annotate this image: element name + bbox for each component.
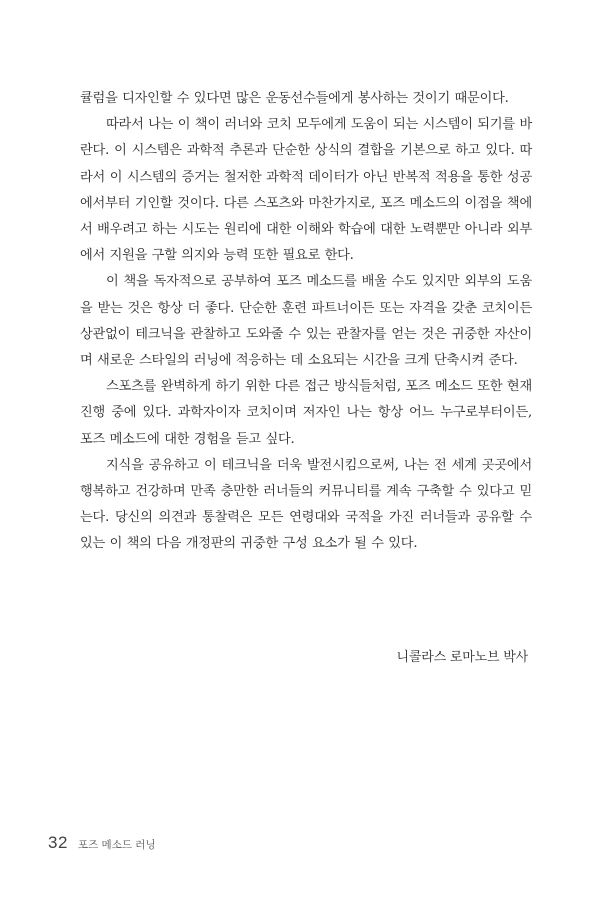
paragraph-4: 스포츠를 완벽하게 하기 위한 다른 접근 방식들처럼, 포즈 메소드 또한 현재 진행 중에 있다. 과학자이자 코치이며 저자인 나는 항상 어느 누구로부터이든, 포즈 메소드에 대한 경험을 듣고 싶다. bbox=[80, 379, 532, 447]
author-signature: 니콜라스 로마노브 박사 bbox=[396, 650, 528, 665]
page-number: 32 bbox=[48, 833, 68, 852]
paragraph-3: 이 책을 독자적으로 공부하여 포즈 메소드를 배울 수도 있지만 외부의 도움을 받는 것은 항상 더 좋다. 단순한 훈련 파트너이든 또는 자격을 갖춘 코치이든 상관없이 테크닉을 관찰하고 도와줄 수 있는 관찰자를 얻는 것은 귀중한 자산이며 새로운 스타일의 러닝에 적응하는 데 소요되는 시간을 크게 단축시켜 준다. bbox=[80, 274, 532, 369]
paragraph-5: 지식을 공유하고 이 테크닉을 더욱 발전시킴으로써, 나는 전 세계 곳곳에서 행복하고 건강하며 만족 충만한 러너들의 커뮤니티를 계속 구축할 수 있다고 믿는다. 당신의 의견과 통찰력은 모든 연령대와 국적을 가진 러너들과 공유할 수 있는 이 책의 다음 개정판의 귀중한 구성 요소가 될 수 있다. bbox=[80, 457, 532, 552]
page-footer bbox=[48, 833, 156, 853]
paragraph-1: 큘럼을 디자인할 수 있다면 많은 운동선수들에게 봉사하는 것이기 때문이다. bbox=[80, 91, 509, 106]
paragraph-2: 따라서 나는 이 책이 러너와 코치 모두에게 도움이 되는 시스템이 되기를 바란다. 이 시스템은 과학적 추론과 단순한 상식의 결합을 기본으로 하고 있다. 따라서 이 시스템의 증거는 철저한 과학적 데이터가 아닌 반복적 적용을 통한 성공에서부터 기인할 것이다. 다른 스포츠와 마찬가지로, 포즈 메소드의 이점을 책에서 배우려고 하는 시도는 원리에 대한 이해와 학습에 대한 노력뿐만 아니라 외부에서 지원을 구할 의지와 능력 또한 필요로 한다. bbox=[80, 117, 532, 264]
running-title: 포즈 메소드 러닝 bbox=[77, 839, 156, 851]
body-text bbox=[80, 86, 532, 558]
